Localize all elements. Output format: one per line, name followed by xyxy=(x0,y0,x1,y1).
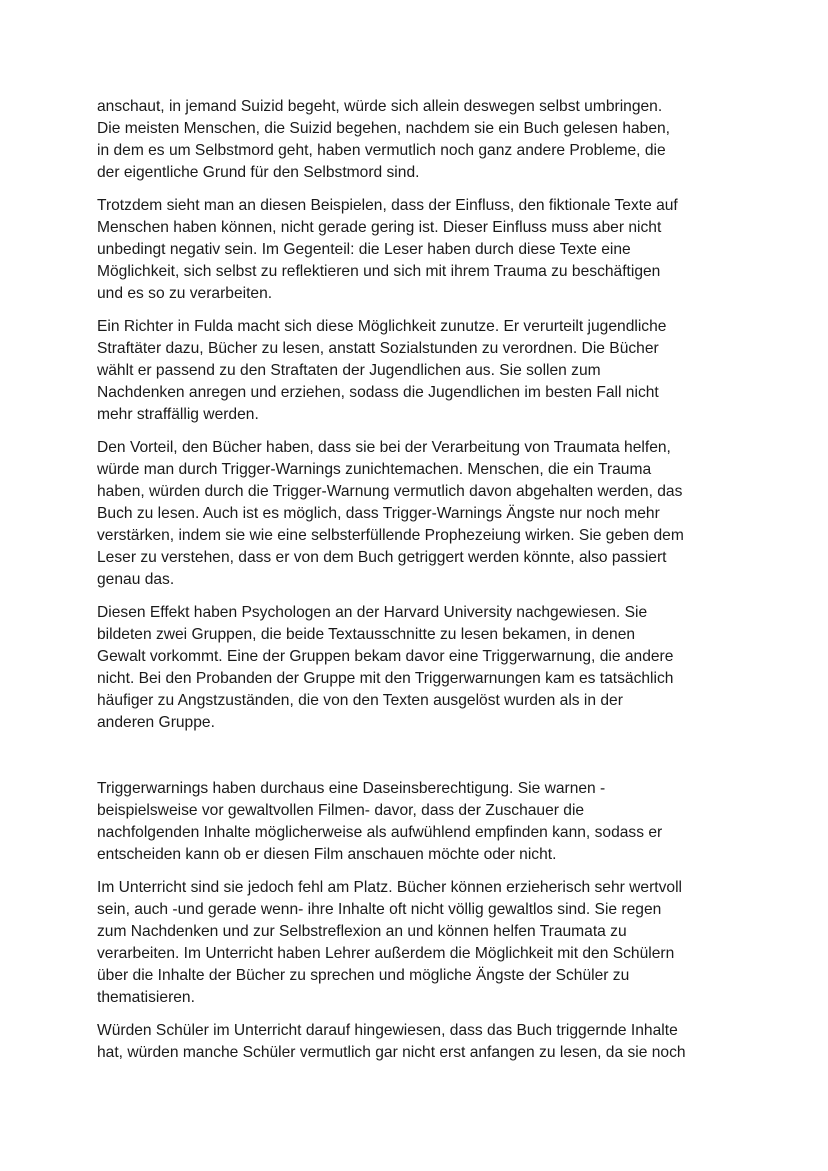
paragraph-7: Im Unterricht sind sie jedoch fehl am Platz. Bücher können erzieherisch sehr wertvoll sein, auch -und gerade wenn- ihre Inhalte oft nicht völlig gewaltlos sind. Sie regen zum Nachdenken und zur Selbstreflexion an und können helfen Traumata zu verarbeiten. Im Unterricht haben Lehrer außerdem die Möglichkeit mit den Schülern über die Inhalte der Bücher zu sprechen und mögliche Ängste der Schüler zu thematisieren. xyxy=(97,878,683,1007)
paragraph-1: anschaut, in jemand Suizid begeht, würde sich allein deswegen selbst umbringen. Die meisten Menschen, die Suizid begehen, nachdem sie ein Buch gelesen haben, in dem es um Selbstmord geht, haben vermutlich noch ganz andere Probleme, die der eigentliche Grund für den Selbstmord sind. xyxy=(97,98,671,182)
paragraph-6: Triggerwarnings haben durchaus eine Daseinsberechtigung. Sie warnen - beispielsweise vor gewaltvollen Filmen- davor, dass der Zuschauer die nachfolgenden Inhalte möglicherweise als aufwühlend empfinden kann, sodass er entscheiden kann ob er diesen Film anschauen möchte oder nicht. xyxy=(97,780,663,864)
document-body xyxy=(97,96,737,1075)
paragraph-5: Diesen Effekt haben Psychologen an der Harvard University nachgewiesen. Sie bildeten zwei Gruppen, die beide Textausschnitte zu lesen bekamen, in denen Gewalt vorkommt. Eine der Gruppen bekam davor eine Triggerwarnung, die andere nicht. Bei den Probanden der Gruppe mit den Triggerwarnungen kam es tatsächlich häufiger zu Angstzuständen, die von den Texten ausgelöst wurden als in der anderen Gruppe. xyxy=(97,603,674,732)
paragraph-3: Ein Richter in Fulda macht sich diese Möglichkeit zunutze. Er verurteilt jugendliche Straftäter dazu, Bücher zu lesen, anstatt Sozialstunden zu verordnen. Die Bücher wählt er passend zu den Straftaten der Jugendlichen aus. Sie sollen zum Nachdenken anregen und erziehen, sodass die Jugendlichen im besten Fall nicht mehr straffällig werden. xyxy=(97,317,667,424)
section-gap xyxy=(97,745,737,778)
paragraph-4: Den Vorteil, den Bücher haben, dass sie bei der Verarbeitung von Traumata helfen, würde man durch Trigger-Warnings zunichtemachen. Menschen, die ein Trauma haben, würden durch die Trigger-Warnung vermutlich davon abgehalten werden, das Buch zu lesen. Auch ist es möglich, dass Trigger-Warnings Ängste nur noch mehr verstärken, indem sie wie eine selbsterfüllende Prophezeiung wirken. Sie geben dem Leser zu verstehen, dass er von dem Buch getriggert werden könnte, also passiert genau das. xyxy=(97,438,684,589)
paragraph-2: Trotzdem sieht man an diesen Beispielen, dass der Einfluss, den fiktionale Texte auf Menschen haben können, nicht gerade gering ist. Dieser Einfluss muss aber nicht unbedingt negativ sein. Im Gegenteil: die Leser haben durch diese Texte eine Möglichkeit, sich selbst zu reflektieren und sich mit ihrem Trauma zu beschäftigen und es so zu verarbeiten. xyxy=(97,196,678,303)
paragraph-8: Würden Schüler im Unterricht darauf hingewiesen, dass das Buch triggernde Inhalte hat, würden manche Schüler vermutlich gar nicht erst anfangen zu lesen, da sie noch xyxy=(97,1021,686,1062)
